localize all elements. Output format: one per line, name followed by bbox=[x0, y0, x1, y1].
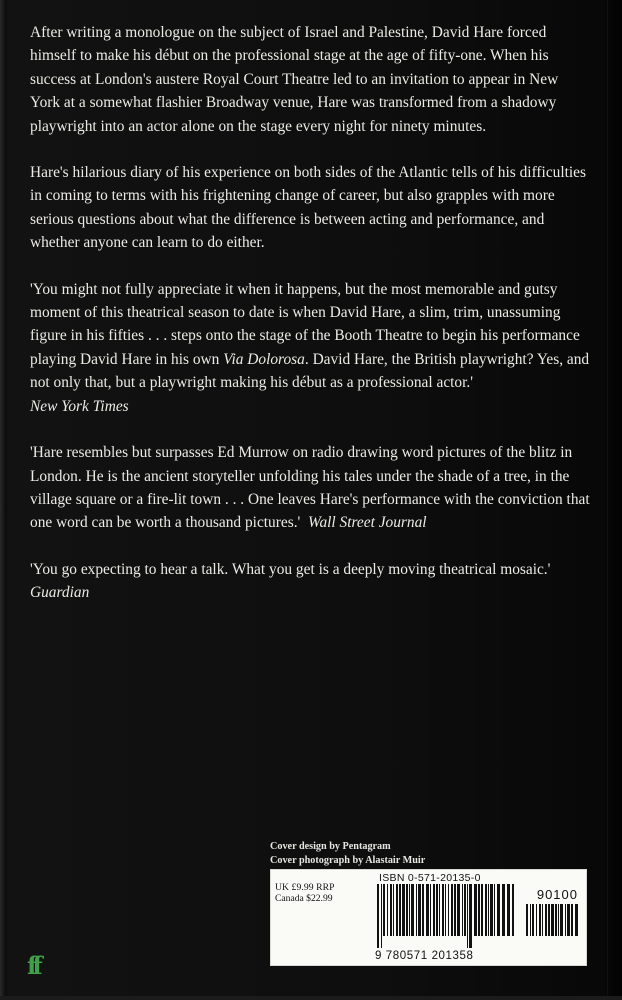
barcode-bar bbox=[402, 884, 405, 936]
barcode-bar bbox=[416, 884, 417, 936]
price-canada: Canada $22.99 bbox=[275, 893, 333, 904]
cover-credits bbox=[270, 840, 425, 868]
barcode-bar bbox=[433, 884, 435, 936]
play-title: Via Dolorosa bbox=[223, 350, 305, 368]
barcode-bar bbox=[575, 904, 578, 936]
quote-text: 'You might not fully appreciate it when it happens, but the most memorable and gutsy moment of this theatrical season to date is when David Hare, a slim, trim, unassuming figure in his fifties . . . steps onto the stage of the Booth Theatre to begin his performance playing David Hare in his own bbox=[30, 280, 580, 368]
barcode-bar bbox=[411, 884, 414, 936]
barcode-bar bbox=[406, 884, 408, 936]
barcode-bar bbox=[393, 884, 394, 936]
barcode-bar bbox=[565, 904, 566, 936]
barcode-bar bbox=[567, 904, 570, 936]
barcode-bar bbox=[507, 884, 510, 936]
blurb-text bbox=[30, 21, 590, 628]
quote-source: New York Times bbox=[30, 397, 129, 415]
ean-digits: 780571 201358 bbox=[385, 950, 474, 962]
price-addon-barcode bbox=[526, 904, 578, 948]
blurb-paragraph-1: After writing a monologue on the subject of Israel and Palestine, David Hare forced himself to make his début on the professional stage at the age of fifty-one. When his success at London's austere Royal Court Theatre led to an invitation to appear in New York at a somewhat flashier Broadway venue, Hare was transformed from a shadowy playwright into an actor alone on the stage every night for ninety minutes. bbox=[30, 24, 559, 135]
review-quote-2 bbox=[30, 441, 590, 535]
blurb-paragraph-2: Hare's hilarious diary of his experience on both sides of the Atlantic tells of his difficulties in coming to terms with his frightening change of career, but also grapples with more serious questions about what the difference is between acting and performance, and whether anyone can learn to do either. bbox=[30, 164, 586, 252]
barcode-bar bbox=[526, 904, 528, 936]
barcode-bar bbox=[555, 904, 557, 936]
price-uk: UK £9.99 RRP bbox=[275, 882, 335, 893]
barcode-bar bbox=[409, 884, 410, 936]
barcode-bar bbox=[532, 904, 534, 936]
barcode-bar bbox=[542, 904, 543, 936]
barcode-bar bbox=[548, 904, 550, 936]
barcode-bar bbox=[448, 884, 449, 936]
cover-design-credit: Cover design by Pentagram bbox=[270, 841, 391, 852]
barcode-bar bbox=[490, 884, 493, 936]
barcode-bar bbox=[390, 884, 392, 936]
barcode-bar bbox=[467, 884, 468, 948]
barcode-bar bbox=[530, 904, 531, 936]
cover-left-edge bbox=[0, 0, 5, 1000]
isbn-number: ISBN 0-571-20135-0 bbox=[379, 872, 481, 884]
barcode-bar bbox=[430, 884, 431, 936]
barcode-bar bbox=[545, 904, 547, 936]
barcode-bar bbox=[422, 884, 424, 936]
cover-photo-credit: Cover photograph by Alastair Muir bbox=[270, 855, 426, 866]
barcode-bar bbox=[442, 884, 444, 936]
barcode-bar bbox=[383, 884, 385, 936]
barcode-bar bbox=[469, 884, 472, 948]
barcode-bar bbox=[418, 884, 421, 936]
barcode-bar bbox=[551, 904, 554, 936]
barcode-bar bbox=[462, 884, 463, 936]
ean-number bbox=[375, 950, 474, 962]
ean-lead-digit: 9 bbox=[375, 950, 382, 962]
barcode-bar bbox=[439, 884, 440, 936]
quote-text: 'Hare resembles but surpasses Ed Murrow on radio drawing word pictures of the blitz in London. He is the ancient storyteller unfolding his tales under the shade of a tree, in the village square or a fire-lit town . . . One leaves Hare's performance with the conviction that one word can be worth a thousand pictures.' bbox=[30, 444, 590, 532]
barcode-bar bbox=[502, 884, 505, 936]
barcode-bar bbox=[488, 884, 489, 936]
price-code: 90100 bbox=[536, 887, 578, 902]
barcode-bar bbox=[457, 884, 460, 936]
quote-text: . David Hare, the British playwright? Yes, and not only that, but a playwright making his début as a professional actor.' bbox=[30, 350, 590, 392]
barcode-bar bbox=[539, 904, 541, 936]
barcode-bar bbox=[451, 884, 453, 936]
review-quote-3 bbox=[30, 558, 590, 605]
barcode-bar bbox=[571, 904, 573, 936]
barcode-bar bbox=[485, 884, 487, 936]
faber-logo: ff bbox=[27, 951, 38, 980]
barcode-bar bbox=[381, 884, 382, 948]
review-quote-1 bbox=[30, 278, 590, 418]
barcode-bar bbox=[497, 884, 500, 936]
barcode-bar bbox=[481, 884, 483, 936]
quote-text: 'You go expecting to hear a talk. What you get is a deeply moving theatrical mosaic.' bbox=[30, 560, 551, 578]
barcode-bar bbox=[536, 904, 537, 936]
barcode-bar bbox=[426, 884, 429, 936]
quote-source: Guardian bbox=[30, 584, 90, 602]
barcode-bar bbox=[445, 884, 446, 936]
barcode-bar bbox=[558, 904, 559, 936]
barcode-bar bbox=[377, 884, 379, 948]
barcode-bar bbox=[396, 884, 398, 936]
ean-barcode bbox=[377, 884, 515, 948]
cover-crease bbox=[607, 0, 608, 1000]
barcode-bar bbox=[474, 884, 477, 936]
quote-source: Wall Street Journal bbox=[308, 514, 427, 532]
barcode-bar bbox=[454, 884, 456, 936]
barcode-bar bbox=[436, 884, 438, 936]
barcode-bar bbox=[560, 904, 563, 936]
barcode-bar bbox=[494, 884, 495, 936]
price-block bbox=[275, 882, 335, 904]
barcode-bar bbox=[512, 884, 514, 936]
barcode-box bbox=[270, 869, 587, 966]
barcode-bar bbox=[478, 884, 480, 936]
barcode-bar bbox=[387, 884, 388, 936]
cover-bottom-edge bbox=[0, 996, 622, 1000]
barcode-bar bbox=[399, 884, 401, 936]
barcode-bar bbox=[464, 884, 466, 936]
